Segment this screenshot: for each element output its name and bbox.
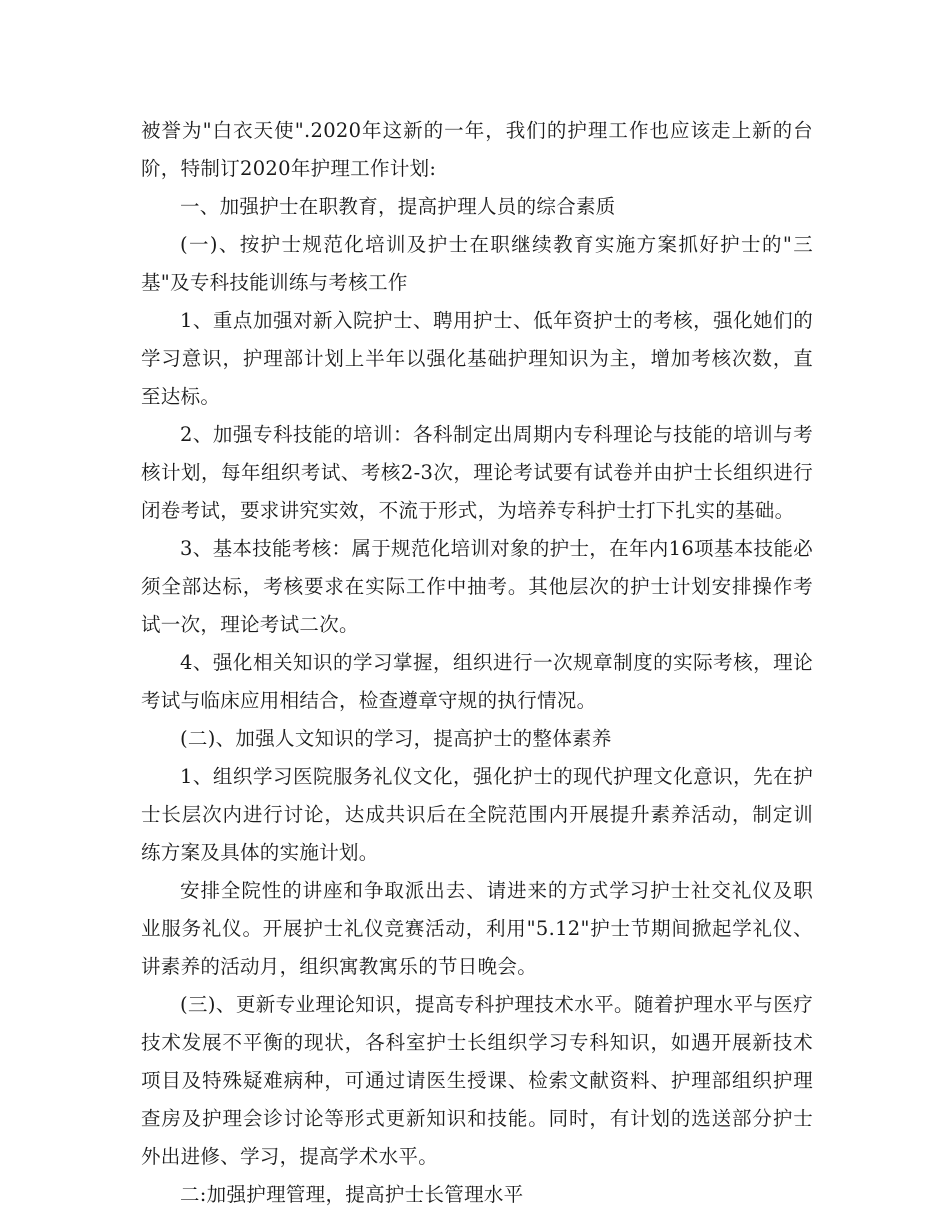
paragraph-item-1: 1、重点加强对新入院护士、聘用护士、低年资护士的考核，强化她们的学习意识，护理部计划上半年以强化基础护理知识为主，增加考核次数，直至达标。 xyxy=(141,309,813,408)
document-body xyxy=(141,112,813,1214)
section-heading-1: 一、加强护士在职教育，提高护理人员的综合素质 xyxy=(180,195,616,218)
subsection-heading-1-2: (二)、加强人文知识的学习，提高护士的整体素养 xyxy=(180,727,612,750)
paragraph-etiquette-1: 1、组织学习医院服务礼仪文化，强化护士的现代护理文化意识，先在护士长层次内进行讨论，达成共识后在全院范围内开展提升素养活动，制定训练方案及具体的实施计划。 xyxy=(141,765,813,864)
paragraph-item-2: 2、加强专科技能的培训：各科制定出周期内专科理论与技能的培训与考核计划，每年组织考试、考核2-3次，理论考试要有试卷并由护士长组织进行闭卷考试，要求讲究实效，不流于形式，为培养专科护士打下扎实的基础。 xyxy=(141,423,813,522)
paragraph-item-3: 3、基本技能考核：属于规范化培训对象的护士，在年内16项基本技能必须全部达标，考核要求在实际工作中抽考。其他层次的护士计划安排操作考试一次，理论考试二次。 xyxy=(141,537,813,636)
subsection-heading-1-3: (三)、更新专业理论知识，提高专科护理技术水平。随着护理水平与医疗技术发展不平衡的现状，各科室护士长组织学习专科知识，如遇开展新技术项目及特殊疑难病种，可通过请医生授课、检索文献资料、护理部组织护理查房及护理会诊讨论等形式更新知识和技能。同时，有计划的选送部分护士外出进修、学习，提高学术水平。 xyxy=(141,993,813,1168)
paragraph-etiquette-2: 安排全院性的讲座和争取派出去、请进来的方式学习护士社交礼仪及职业服务礼仪。开展护士礼仪竞赛活动，利用"5.12"护士节期间掀起学礼仪、讲素养的活动月，组织寓教寓乐的节日晚会。 xyxy=(141,879,813,978)
paragraph-item-4: 4、强化相关知识的学习掌握，组织进行一次规章制度的实际考核，理论考试与临床应用相结合，检查遵章守规的执行情况。 xyxy=(141,651,813,712)
paragraph-intro-continuation: 被誉为"白衣天使".2020年这新的一年，我们的护理工作也应该走上新的台阶，特制订2020年护理工作计划: xyxy=(141,119,813,180)
section-heading-2: 二:加强护理管理，提高护士长管理水平 xyxy=(180,1183,524,1206)
subsection-heading-1-1: (一)、按护士规范化培训及护士在职继续教育实施方案抓好护士的"三基"及专科技能训练与考核工作 xyxy=(141,233,813,294)
